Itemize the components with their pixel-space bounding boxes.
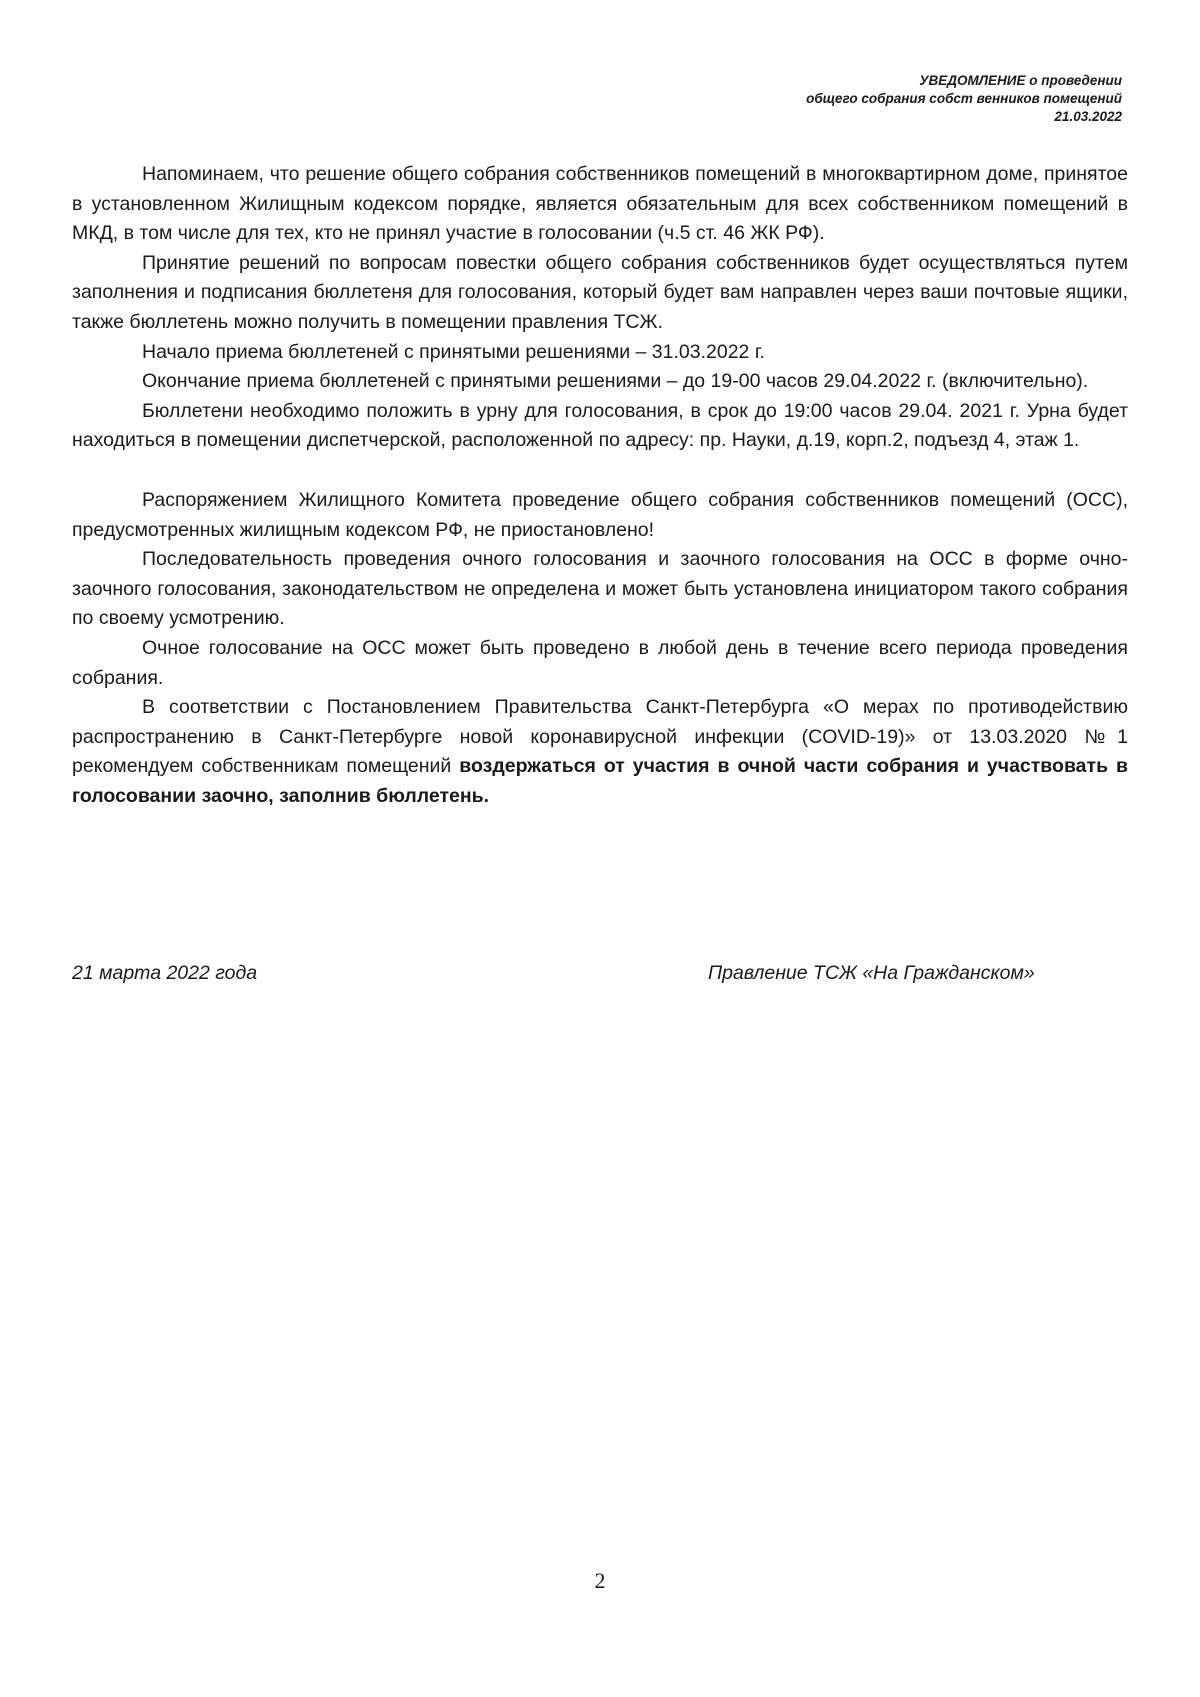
paragraph-voting-sequence: Последовательность проведения очного голосования и заочного голосования на ОСС в форме очно-заочного голосования, законодательством не определена и может быть установлена инициатором такого собрания по своему усмотрению.	[72, 548, 1128, 630]
paragraph-ballot-box: Бюллетени необходимо положить в урну для голосования, в срок до 19:00 часов 29.04. 2021 г. Урна будет находиться в помещении диспетчерской, расположенной по адресу: пр. Науки, д.19, корп.2, подъезд 4, этаж 1.	[72, 399, 1128, 452]
document-body	[72, 160, 1128, 811]
signature-organization: Правление ТСЖ «На Гражданском»	[708, 962, 1035, 984]
paragraph-in-person-voting: Очное голосование на ОСС может быть проведено в любой день в течение всего периода проведения собрания.	[72, 636, 1128, 689]
paragraph-housing-committee: Распоряжением Жилищного Комитета проведение общего собрания собственников помещений (ОСС), предусмотренных жилищным кодексом РФ, не приостановлено!	[72, 488, 1128, 541]
paragraph-voting-method: Принятие решений по вопросам повестки общего собрания собственников будет осуществляться путем заполнения и подписания бюллетеня для голосования, который будет вам направлен через ваши почтовые ящики, также бюллетень можно получить в помещении правления ТСЖ.	[72, 251, 1128, 333]
header-subtitle: общего собрания собст венников помещений	[806, 91, 1122, 106]
paragraph-start-date: Начало приема бюллетеней с принятыми решениями – 31.03.2022 г.	[142, 340, 765, 363]
page-number: 2	[594, 1568, 606, 1593]
signature-date: 21 марта 2022 года	[72, 962, 258, 984]
header-title: УВЕДОМЛЕНИЕ о проведении	[919, 73, 1122, 88]
covid-text: В соответствии с Постановлением Правительства Санкт-Петербурга «О мерах по противодействию распространению в Санкт-Петербурге новой коронавирусной инфекции (COVID-19)» от 13.03.2020 №1 рекомендуем собственникам помещений	[72, 696, 1128, 778]
document-header	[806, 72, 1122, 126]
paragraph-covid-recommendation	[72, 693, 1128, 811]
covid-recommendation-bold: воздержаться от участия в очной части собрания и участвовать в голосовании заочно, заполнив бюллетень.	[72, 755, 1129, 807]
header-date: 21.03.2022	[1054, 109, 1122, 124]
paragraph-reminder: Напоминаем, что решение общего собрания собственников помещений в многоквартирном доме, принятое в установленном Жилищным кодексом порядке, является обязательным для всех собственником помещений в МКД, в том числе для тех, кто не принял участие в голосовании (ч.5 ст. 46 ЖК РФ).	[72, 163, 1128, 245]
paragraph-end-date: Окончание приема бюллетеней с принятыми решениями – до 19-00 часов 29.04.2022 г. (включительно).	[142, 370, 1089, 393]
